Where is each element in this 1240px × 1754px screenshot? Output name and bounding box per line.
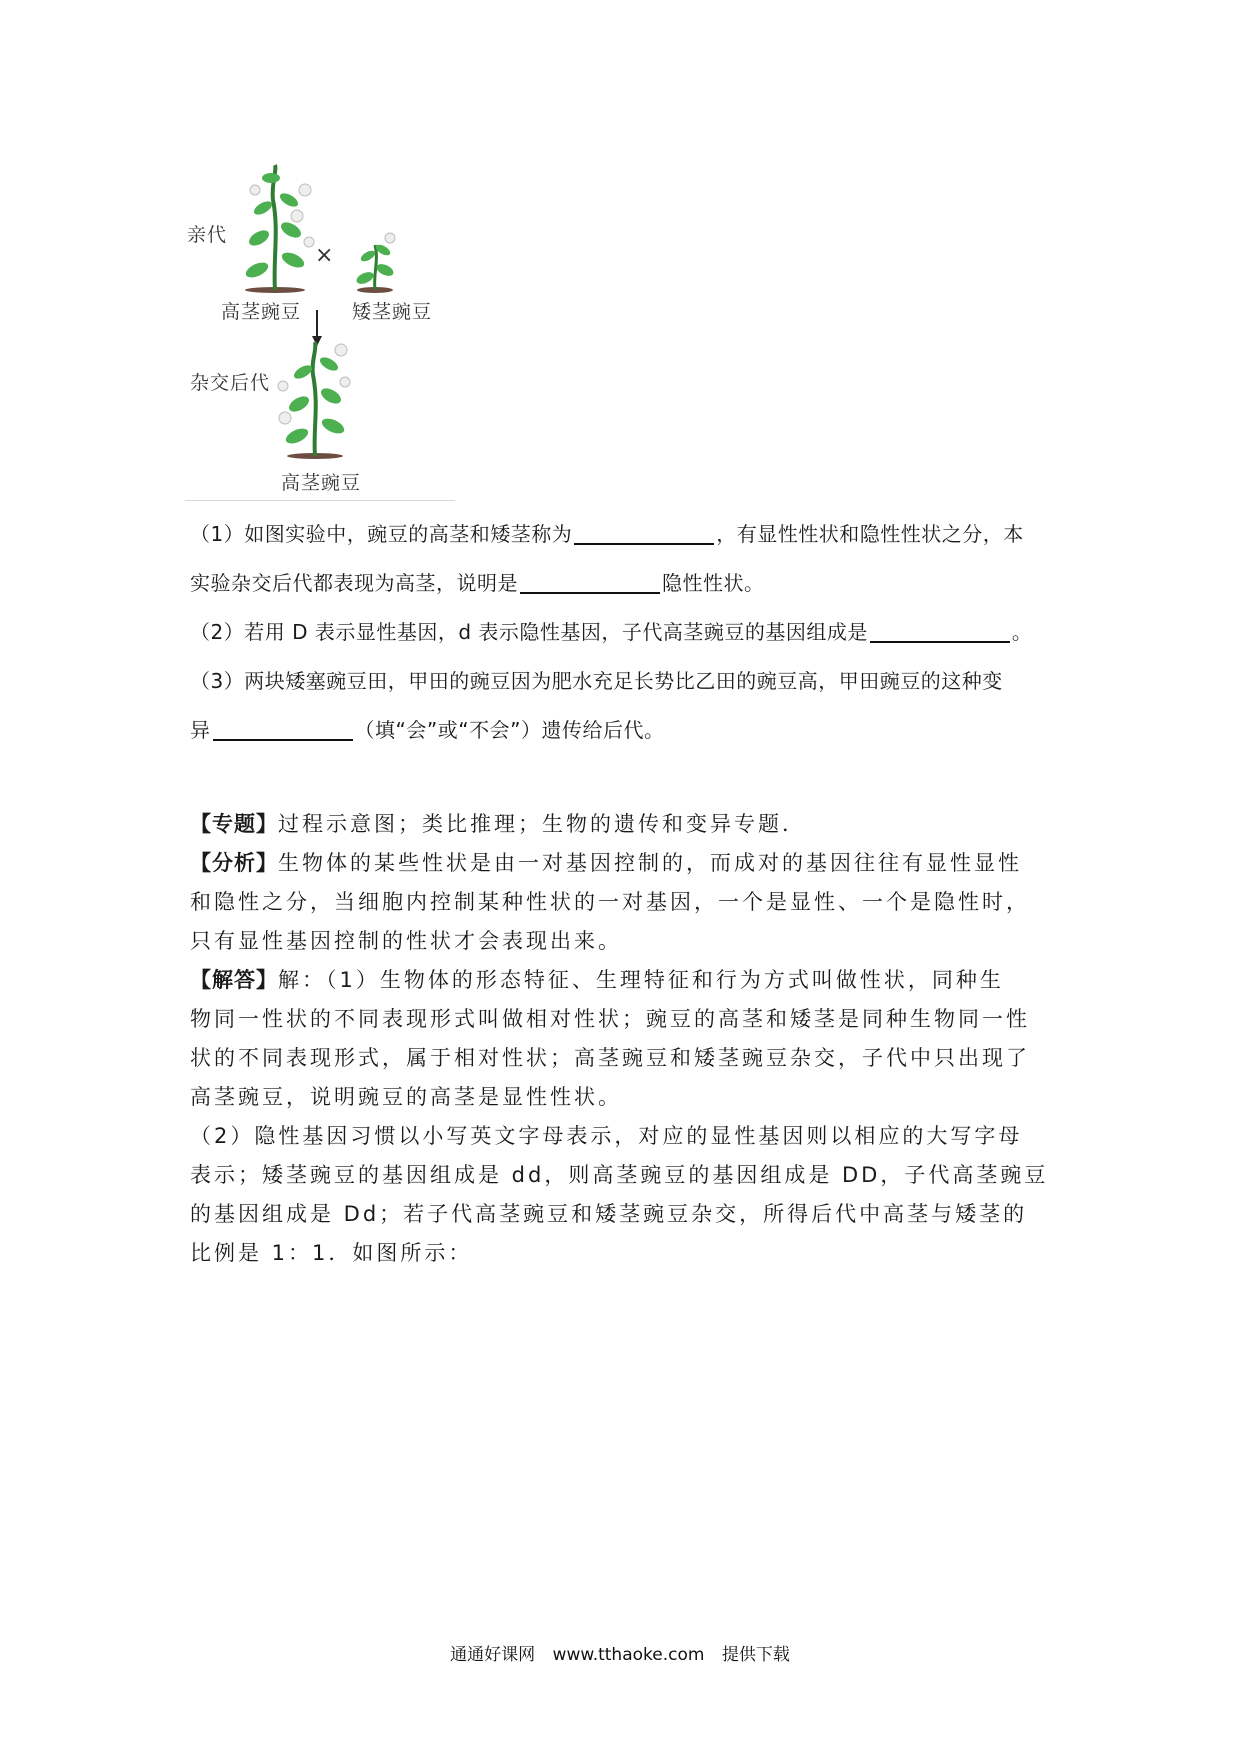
q3b-text-b: （填“会”或“不会”）遗传给后代。 xyxy=(354,718,665,742)
analysis-line-1 xyxy=(190,844,1060,883)
short-pea-plant-parent-icon xyxy=(355,233,396,293)
answer-line-7: 的基因组成是 Dd；若子代高茎豌豆和矮茎豌豆杂交，所得后代中高茎与矮茎的 xyxy=(190,1202,1028,1226)
footer-suffix: 提供下载 xyxy=(721,1645,790,1665)
footer-site-name: 通通好课网 xyxy=(450,1645,536,1665)
q1b-text-b: 隐性性状。 xyxy=(662,571,765,595)
page-footer xyxy=(0,1640,1240,1665)
answer-blank-2[interactable] xyxy=(520,570,660,594)
answer-line-8: 比例是 1：1．如图所示： xyxy=(190,1241,473,1265)
question-line-1 xyxy=(190,510,1060,559)
q2-text-b: 。 xyxy=(1011,620,1033,644)
analysis-tag: 【分析】 xyxy=(190,851,278,875)
topic-tag: 【专题】 xyxy=(190,812,278,836)
answer-blank-4[interactable] xyxy=(213,717,353,741)
question-line-3 xyxy=(190,608,1060,657)
q1-text-a: （1）如图实验中，豌豆的高茎和矮茎称为 xyxy=(190,522,573,546)
label-short-parent: 矮茎豌豆 xyxy=(352,301,433,323)
figure-divider xyxy=(185,500,455,501)
topic-text: 过程示意图；类比推理；生物的遗传和变异专题． xyxy=(278,812,806,836)
answer-blank-3[interactable] xyxy=(870,619,1010,643)
analysis-line-3: 只有显性基因控制的性状才会表现出来。 xyxy=(190,929,622,953)
footer-url[interactable]: www.tthaoke.com xyxy=(552,1645,705,1665)
pea-cross-diagram xyxy=(185,160,455,505)
tall-pea-plant-offspring-icon xyxy=(278,342,350,459)
q1b-text-a: 实验杂交后代都表现为高茎，说明是 xyxy=(190,571,518,595)
answer-blank-1[interactable] xyxy=(574,521,714,545)
answer-line-6: 表示；矮茎豌豆的基因组成是 dd，则高茎豌豆的基因组成是 DD，子代高茎豌豆 xyxy=(190,1163,1049,1187)
topic-line xyxy=(190,805,1060,844)
q3-text-a: （3）两块矮塞豌豆田，甲田的豌豆因为肥水充足长势比乙田的豌豆高，甲田豌豆的这种变 xyxy=(190,669,1003,693)
answer-text: 解：（1）生物体的形态特征、生理特征和行为方式叫做性状，同种生 xyxy=(278,968,1004,992)
analysis-section xyxy=(190,805,1060,1273)
question-line-5 xyxy=(190,706,1060,755)
label-tall-parent: 高茎豌豆 xyxy=(221,301,302,323)
answer-line-3: 状的不同表现形式，属于相对性状；高茎豌豆和矮茎豌豆杂交，子代中只出现了 xyxy=(190,1046,1030,1070)
label-offspring: 杂交后代 xyxy=(190,372,271,394)
label-tall-offspring: 高茎豌豆 xyxy=(281,472,362,494)
analysis-line-2: 和隐性之分，当细胞内控制某种性状的一对基因，一个是显性、一个是隐性时， xyxy=(190,890,1030,914)
answer-line-2: 物同一性状的不同表现形式叫做相对性状；豌豆的高茎和矮茎是同种生物同一性 xyxy=(190,1007,1030,1031)
q2-text-a: （2）若用 D 表示显性基因，d 表示隐性基因，子代高茎豌豆的基因组成是 xyxy=(190,620,868,644)
q3b-text-a: 异 xyxy=(190,718,211,742)
tall-pea-plant-parent-icon xyxy=(244,165,314,293)
answer-line-4: 高茎豌豆，说明豌豆的高茎是显性性状。 xyxy=(190,1085,622,1109)
question-line-2 xyxy=(190,559,1060,608)
answer-line-1 xyxy=(190,961,1060,1000)
question-block xyxy=(190,510,1060,755)
analysis-text: 生物体的某些性状是由一对基因控制的，而成对的基因往往有显性显性 xyxy=(278,851,1022,875)
question-line-4 xyxy=(190,657,1060,706)
answer-tag: 【解答】 xyxy=(190,968,278,992)
answer-line-5: （2）隐性基因习惯以小写英文字母表示，对应的显性基因则以相应的大写字母 xyxy=(190,1124,1023,1148)
down-arrow-icon xyxy=(312,310,322,346)
pea-plants-illustration xyxy=(185,160,455,500)
q1-text-b: ，有显性性状和隐性性状之分，本 xyxy=(716,522,1024,546)
cross-symbol: × xyxy=(315,243,335,268)
label-parent: 亲代 xyxy=(187,224,228,246)
